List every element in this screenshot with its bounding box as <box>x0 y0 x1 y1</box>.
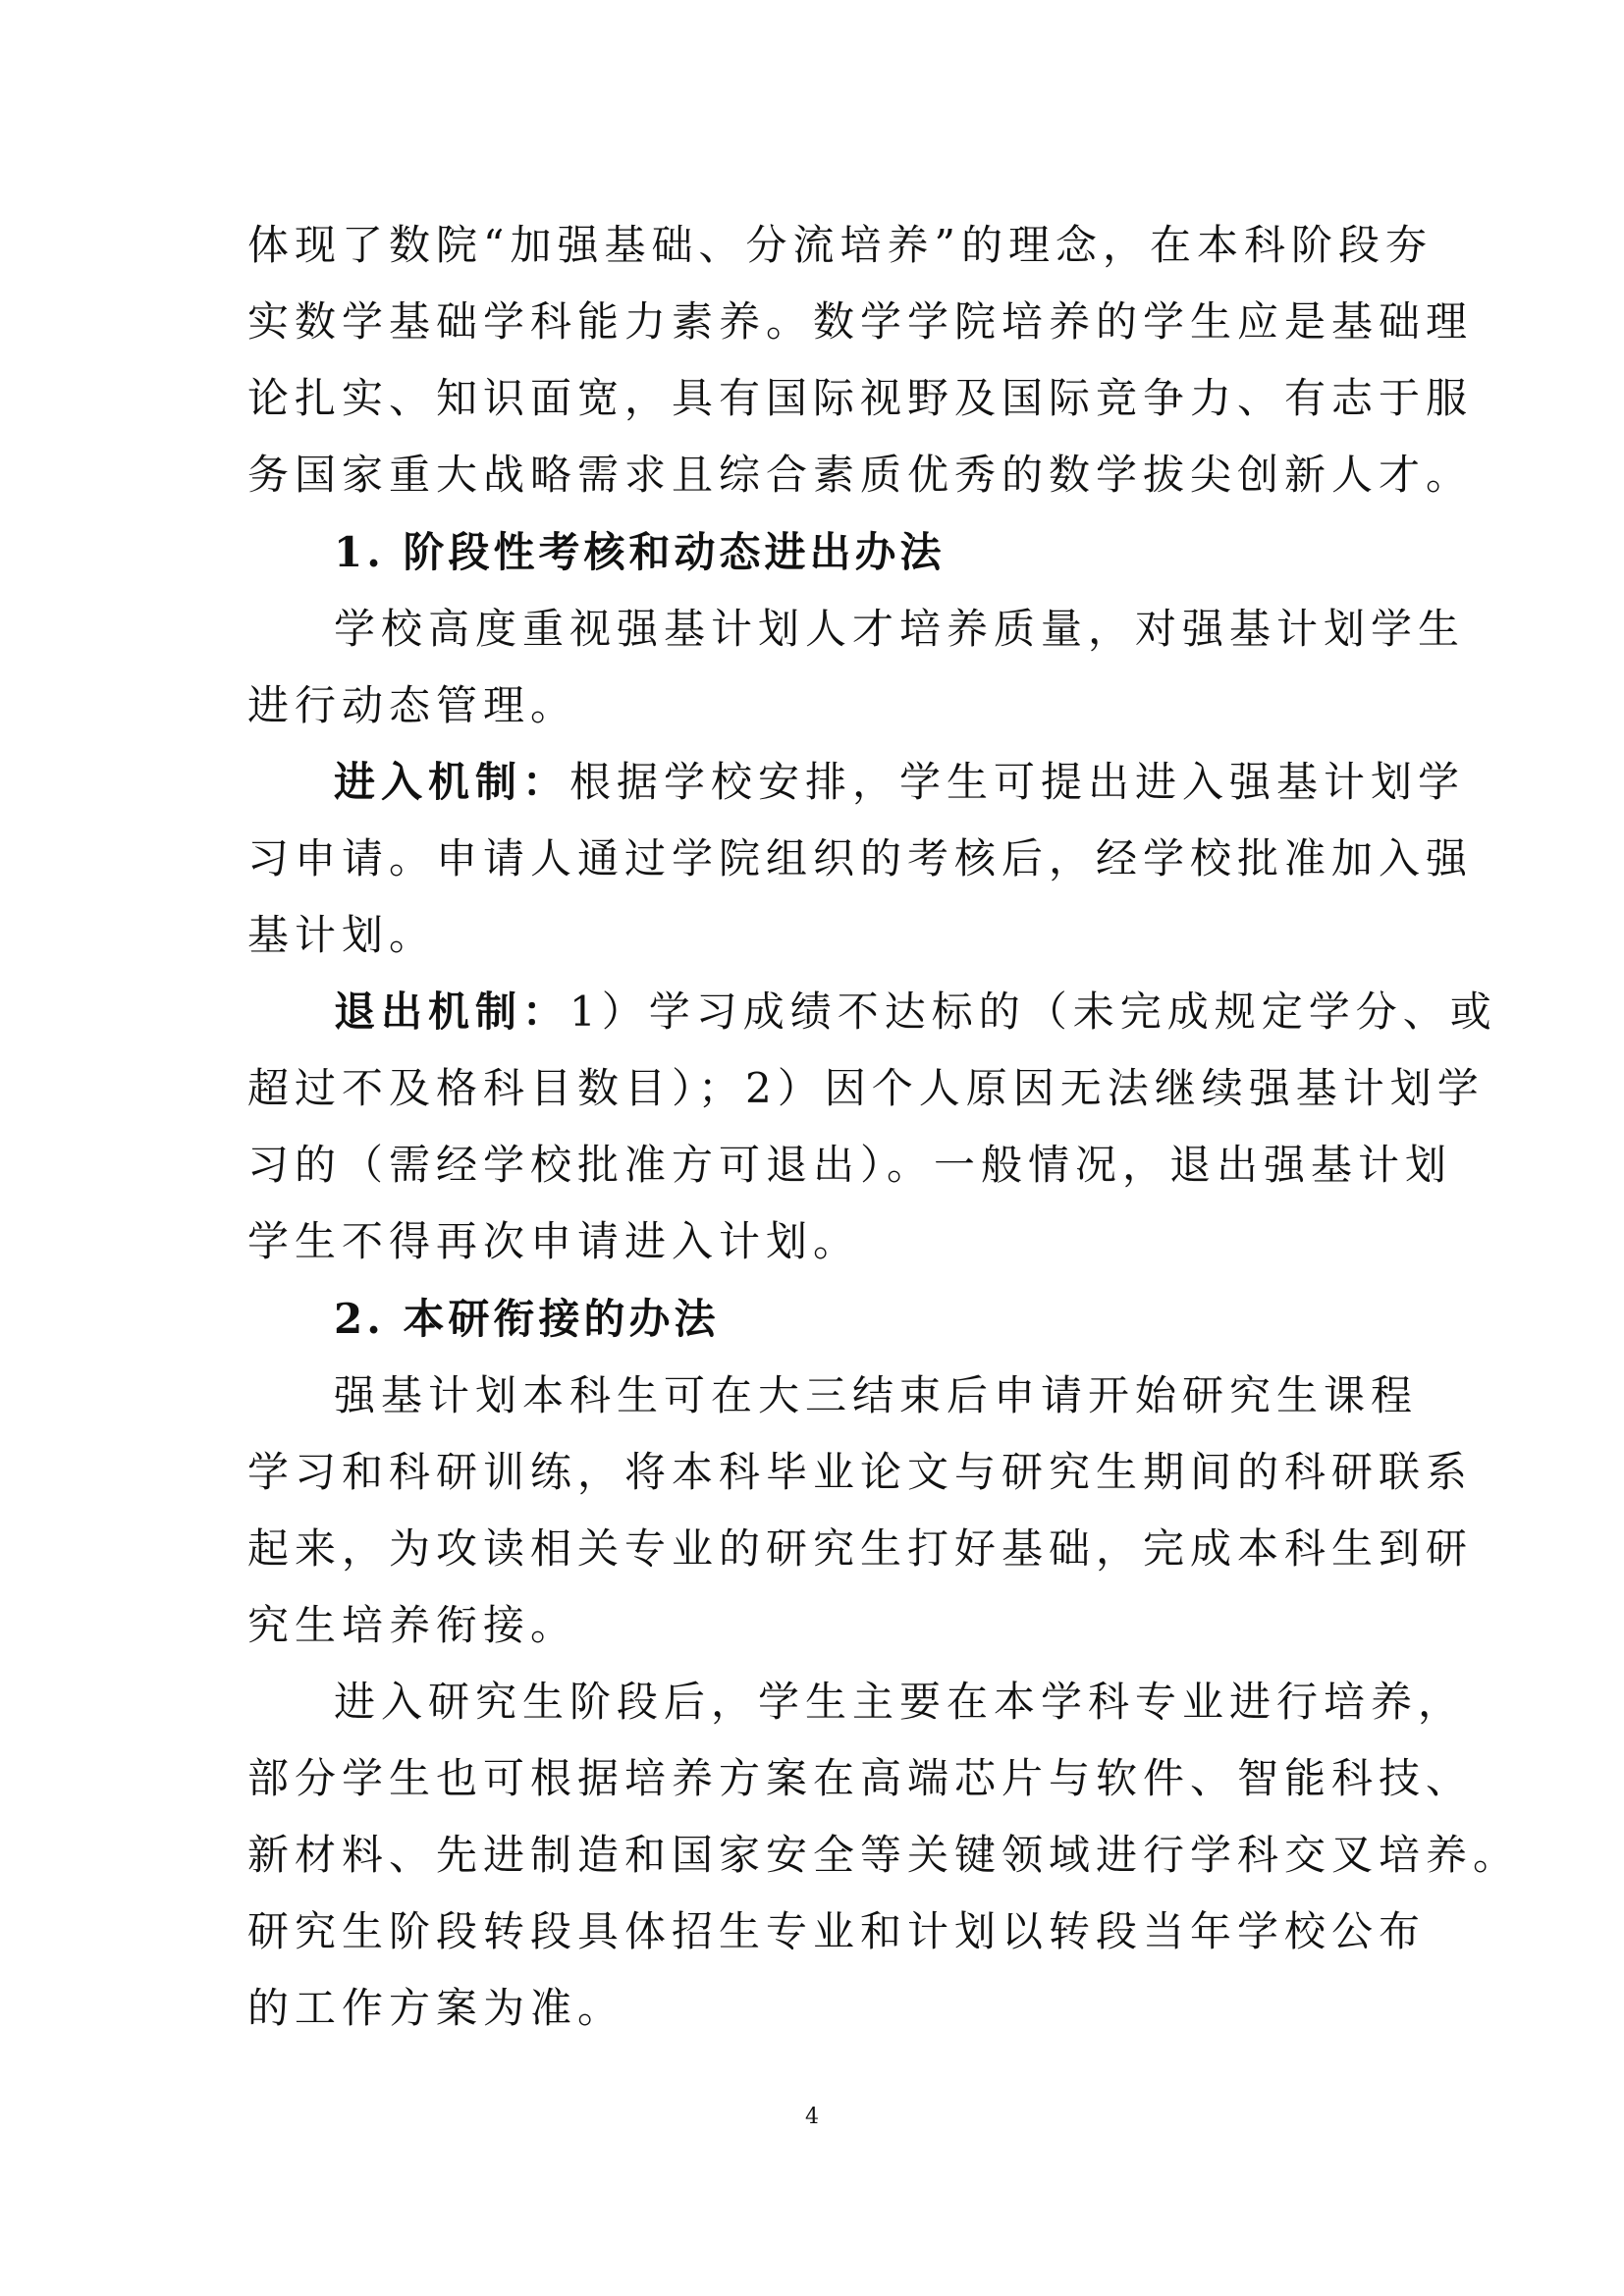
entry-mechanism-label: 进入机制： <box>334 758 570 806</box>
paragraph-line: 学习和科研训练，将本科毕业论文与研究生期间的科研联系 <box>247 1448 1474 1496</box>
paragraph-line: 务国家重大战略需求且综合素质优秀的数学拔尖创新人才。 <box>247 451 1474 499</box>
paragraph-line: 学生不得再次申请进入计划。 <box>247 1217 861 1265</box>
entry-mechanism-line <box>334 743 1492 822</box>
exit-mechanism-label: 退出机制： <box>334 988 570 1036</box>
section-heading-assessment: 1. 阶段性考核和动态进出办法 <box>334 528 946 576</box>
exit-mechanism-line <box>334 973 1497 1051</box>
exit-mechanism-text: 1）学习成绩不达标的（未完成规定学分、或 <box>569 988 1497 1036</box>
paragraph-line: 基计划。 <box>247 911 437 959</box>
page-number: 4 <box>805 2105 819 2129</box>
paragraph-line: 进入研究生阶段后，学生主要在本学科专业进行培养， <box>334 1678 1466 1726</box>
paragraph-line: 习的（需经学校批准方可退出）。一般情况，退出强基计划 <box>247 1141 1453 1189</box>
paragraph-line: 究生培养衔接。 <box>247 1601 578 1649</box>
section-heading-bridging: 2. 本研衔接的办法 <box>334 1295 720 1343</box>
paragraph-line: 学校高度重视强基计划人才培养质量，对强基计划学生 <box>334 605 1466 653</box>
paragraph-line: 的工作方案为准。 <box>247 1984 625 2032</box>
paragraph-line: 起来，为攻读相关专业的研究生打好基础，完成本科生到研 <box>247 1524 1474 1573</box>
paragraph-line: 论扎实、知识面宽，具有国际视野及国际竞争力、有志于服 <box>247 374 1474 422</box>
paragraph-line: 实数学基础学科能力素养。数学学院培养的学生应是基础理 <box>247 297 1474 346</box>
paragraph-line: 进行动态管理。 <box>247 681 578 729</box>
paragraph-line: 新材料、先进制造和国家安全等关键领域进行学科交叉培养。 <box>247 1831 1521 1879</box>
paragraph-line: 体现了数院“加强基础、分流培养”的理念，在本科阶段夯 <box>247 221 1433 269</box>
paragraph-line: 超过不及格科目数目）；2）因个人原因无法继续强基计划学 <box>247 1064 1485 1112</box>
paragraph-line: 强基计划本科生可在大三结束后申请开始研究生课程 <box>334 1371 1419 1419</box>
paragraph-line: 部分学生也可根据培养方案在高端芯片与软件、智能科技、 <box>247 1754 1474 1802</box>
entry-mechanism-text: 根据学校安排，学生可提出进入强基计划学 <box>569 758 1466 806</box>
paragraph-line: 习申请。申请人通过学院组织的考核后，经学校批准加入强 <box>247 834 1474 882</box>
paragraph-line: 研究生阶段转段具体招生专业和计划以转段当年学校公布 <box>247 1907 1427 1955</box>
